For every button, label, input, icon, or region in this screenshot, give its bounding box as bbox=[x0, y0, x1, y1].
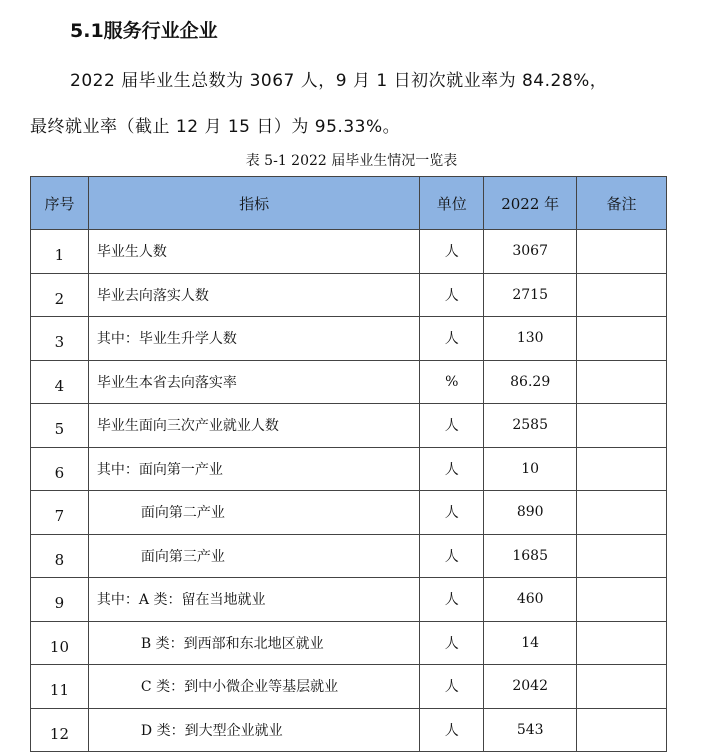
row-value: 2585 bbox=[484, 404, 577, 448]
row-value: 3067 bbox=[484, 230, 577, 274]
row-note bbox=[577, 230, 667, 274]
row-number: 2 bbox=[31, 273, 89, 317]
row-note bbox=[577, 534, 667, 578]
row-number: 1 bbox=[31, 230, 89, 274]
row-unit: 人 bbox=[420, 534, 484, 578]
row-note bbox=[577, 708, 667, 752]
row-unit: 人 bbox=[420, 708, 484, 752]
row-number: 6 bbox=[31, 447, 89, 491]
row-item: 毕业生面向三次产业就业人数 bbox=[88, 404, 419, 448]
row-value: 460 bbox=[484, 578, 577, 622]
row-value: 86.29 bbox=[484, 360, 577, 404]
table-caption: 表 5-1 2022 届毕业生情况一览表 bbox=[245, 153, 458, 169]
header-unit: 单位 bbox=[420, 177, 484, 230]
row-value: 543 bbox=[484, 708, 577, 752]
row-unit: 人 bbox=[420, 317, 484, 361]
row-number: 8 bbox=[31, 534, 89, 578]
table-row bbox=[31, 273, 667, 317]
row-number: 7 bbox=[31, 491, 89, 535]
row-note bbox=[577, 317, 667, 361]
row-item: 其中：A 类：留在当地就业 bbox=[88, 578, 419, 622]
paragraph-line-1: 2022 届毕业生总数为 3067 人，9 月 1 日初次就业率为 84.28%， bbox=[70, 71, 608, 91]
row-number: 9 bbox=[31, 578, 89, 622]
header-year: 2022 年 bbox=[484, 177, 577, 230]
row-note bbox=[577, 404, 667, 448]
table-row bbox=[31, 230, 667, 274]
paragraph-line-2: 最终就业率（截止 12 月 15 日）为 95.33%。 bbox=[30, 117, 401, 137]
row-number: 4 bbox=[31, 360, 89, 404]
table-row bbox=[31, 578, 667, 622]
row-value: 14 bbox=[484, 621, 577, 665]
table-header-row bbox=[31, 177, 667, 230]
table-row bbox=[31, 708, 667, 752]
graduates-table bbox=[30, 176, 667, 752]
row-value: 2715 bbox=[484, 273, 577, 317]
row-value: 890 bbox=[484, 491, 577, 535]
table-row bbox=[31, 404, 667, 448]
row-item: 其中：面向第一产业 bbox=[88, 447, 419, 491]
row-unit: 人 bbox=[420, 621, 484, 665]
row-note bbox=[577, 665, 667, 709]
table-row bbox=[31, 665, 667, 709]
row-note bbox=[577, 491, 667, 535]
row-number: 10 bbox=[31, 621, 89, 665]
row-value: 10 bbox=[484, 447, 577, 491]
row-item: D 类：到大型企业就业 bbox=[88, 708, 419, 752]
row-note bbox=[577, 621, 667, 665]
row-unit: 人 bbox=[420, 578, 484, 622]
row-unit: 人 bbox=[420, 491, 484, 535]
table-row bbox=[31, 491, 667, 535]
table-row bbox=[31, 534, 667, 578]
row-item: C 类：到中小微企业等基层就业 bbox=[88, 665, 419, 709]
header-item: 指标 bbox=[88, 177, 419, 230]
row-unit: 人 bbox=[420, 447, 484, 491]
row-unit: 人 bbox=[420, 273, 484, 317]
row-item: 毕业生本省去向落实率 bbox=[88, 360, 419, 404]
row-item: 其中：毕业生升学人数 bbox=[88, 317, 419, 361]
row-item: 毕业生人数 bbox=[88, 230, 419, 274]
row-unit: % bbox=[420, 360, 484, 404]
row-note bbox=[577, 447, 667, 491]
row-item: B 类：到西部和东北地区就业 bbox=[88, 621, 419, 665]
row-value: 2042 bbox=[484, 665, 577, 709]
row-number: 5 bbox=[31, 404, 89, 448]
header-note: 备注 bbox=[577, 177, 667, 230]
row-note bbox=[577, 273, 667, 317]
row-unit: 人 bbox=[420, 230, 484, 274]
header-no: 序号 bbox=[31, 177, 89, 230]
row-value: 1685 bbox=[484, 534, 577, 578]
row-number: 12 bbox=[31, 708, 89, 752]
table-row bbox=[31, 621, 667, 665]
section-heading: 5.1服务行业企业 bbox=[70, 20, 218, 42]
row-item: 毕业去向落实人数 bbox=[88, 273, 419, 317]
row-value: 130 bbox=[484, 317, 577, 361]
row-number: 11 bbox=[31, 665, 89, 709]
table-row bbox=[31, 317, 667, 361]
row-unit: 人 bbox=[420, 665, 484, 709]
row-item: 面向第二产业 bbox=[88, 491, 419, 535]
row-unit: 人 bbox=[420, 404, 484, 448]
table-row bbox=[31, 447, 667, 491]
row-note bbox=[577, 360, 667, 404]
row-item: 面向第三产业 bbox=[88, 534, 419, 578]
row-note bbox=[577, 578, 667, 622]
row-number: 3 bbox=[31, 317, 89, 361]
table-row bbox=[31, 360, 667, 404]
